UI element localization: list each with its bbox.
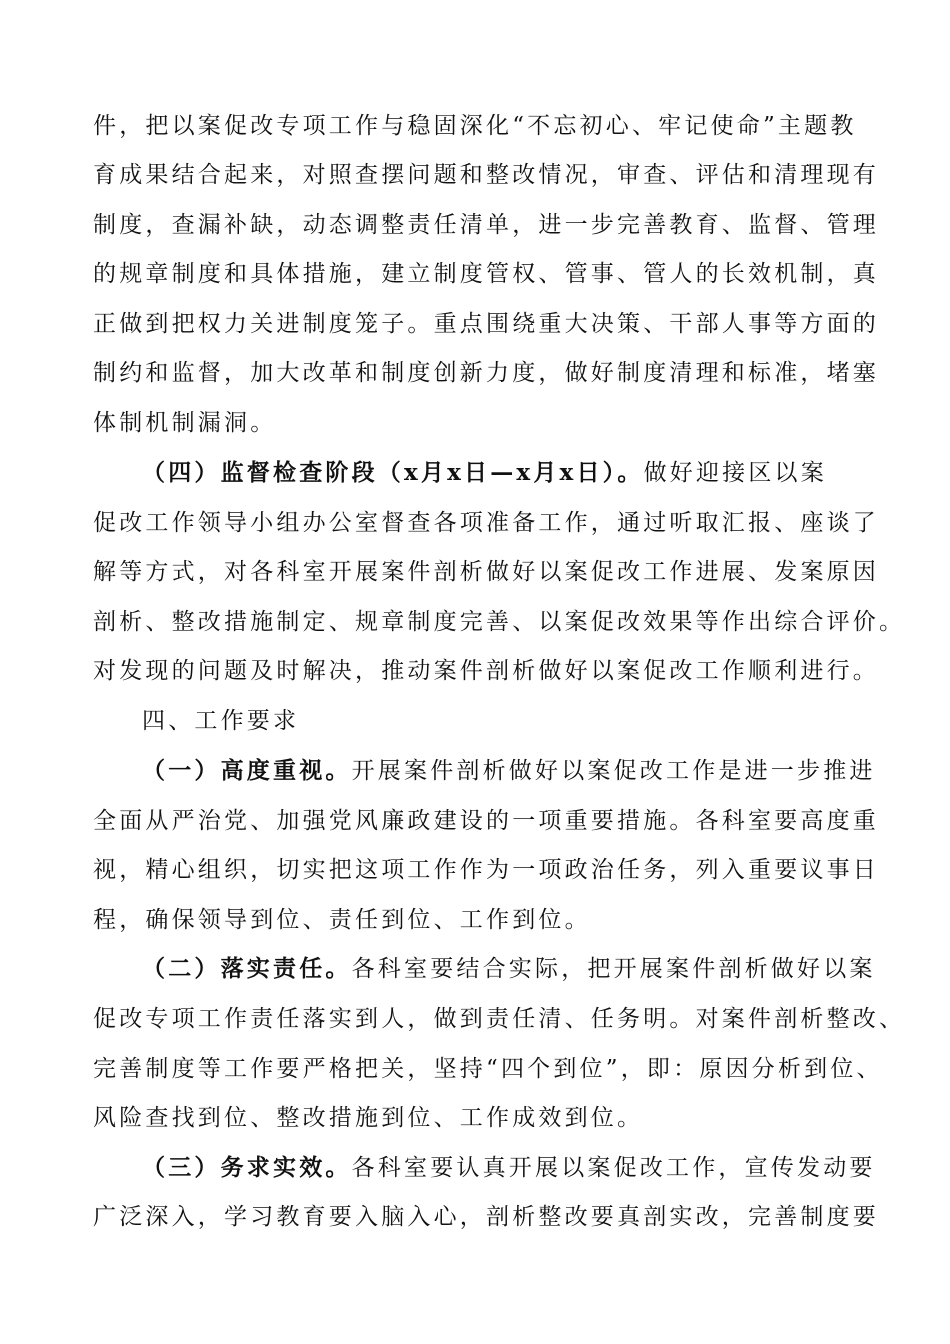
paragraph-line: 件，把以案促改专项工作与稳固深化“不忘初心、牢记使命”主题教 <box>93 113 857 139</box>
paragraph-line: 剖析、整改措施制定、规章制度完善、以案促改效果等作出综合评价。 <box>93 609 906 635</box>
paragraph-line: 的规章制度和具体措施，建立制度管权、管事、管人的长效机制，真 <box>93 261 879 287</box>
requirement-3-first-line <box>142 1153 932 1183</box>
paragraph-line: 育成果结合起来，对照查摆问题和整改情况，审查、评估和清理现有 <box>93 162 879 188</box>
paragraph-line: 体制机制漏洞。 <box>93 410 277 436</box>
section-heading: 四、工作要求 <box>142 708 300 734</box>
paragraph-line: 促改工作领导小组办公室督查各项准备工作，通过听取汇报、座谈了 <box>93 510 879 536</box>
paragraph-line: 风险查找到位、整改措施到位、工作成效到位。 <box>93 1105 644 1131</box>
requirement-1-title: （一）高度重视。 <box>142 757 352 784</box>
paragraph-line: 广泛深入，学习教育要入脑入心，剖析整改要真剖实改，完善制度要 <box>93 1204 879 1230</box>
requirement-3-text: 各科室要认真开展以案促改工作，宣传发动要 <box>351 1155 876 1181</box>
paragraph-line: 视，精心组织，切实把这项工作作为一项政治任务，列入重要议事日 <box>93 857 879 883</box>
requirement-2-text: 各科室要结合实际，把开展案件剖析做好以案 <box>351 956 876 982</box>
requirement-1-text: 开展案件剖析做好以案促改工作是进一步推进 <box>351 758 876 784</box>
requirement-3-title: （三）务求实效。 <box>142 1154 352 1181</box>
paragraph-line: 正做到把权力关进制度笼子。重点围绕重大决策、干部人事等方面的 <box>93 311 879 337</box>
requirement-2-first-line <box>142 954 932 984</box>
requirement-2-title: （二）落实责任。 <box>142 955 352 982</box>
paragraph-line: 促改专项工作责任落实到人，做到责任清、任务明。对案件剖析整改、 <box>93 1006 906 1032</box>
paragraph-line: 对发现的问题及时解决，推动案件剖析做好以案促改工作顺利进行。 <box>93 658 879 684</box>
paragraph-line: 完善制度等工作要严格把关，坚持“四个到位”，即：原因分析到位、 <box>93 1056 883 1082</box>
section-4-text: 做好迎接区以案 <box>643 460 827 486</box>
paragraph-line: 全面从严治党、加强党风廉政建设的一项重要措施。各科室要高度重 <box>93 808 879 834</box>
paragraph-line: 程，确保领导到位、责任到位、工作到位。 <box>93 907 591 933</box>
requirement-1-first-line <box>142 756 932 786</box>
paragraph-line: 解等方式，对各科室开展案件剖析做好以案促改工作进展、发案原因 <box>93 559 879 585</box>
paragraph-line: 制约和监督，加大改革和制度创新力度，做好制度清理和标准，堵塞 <box>93 360 879 386</box>
section-4-title: （四）监督检查阶段（x月x日—x月x日）。 <box>142 459 644 486</box>
section-4-first-line <box>142 458 932 488</box>
paragraph-line: 制度，查漏补缺，动态调整责任清单，进一步完善教育、监督、管理 <box>93 212 879 238</box>
